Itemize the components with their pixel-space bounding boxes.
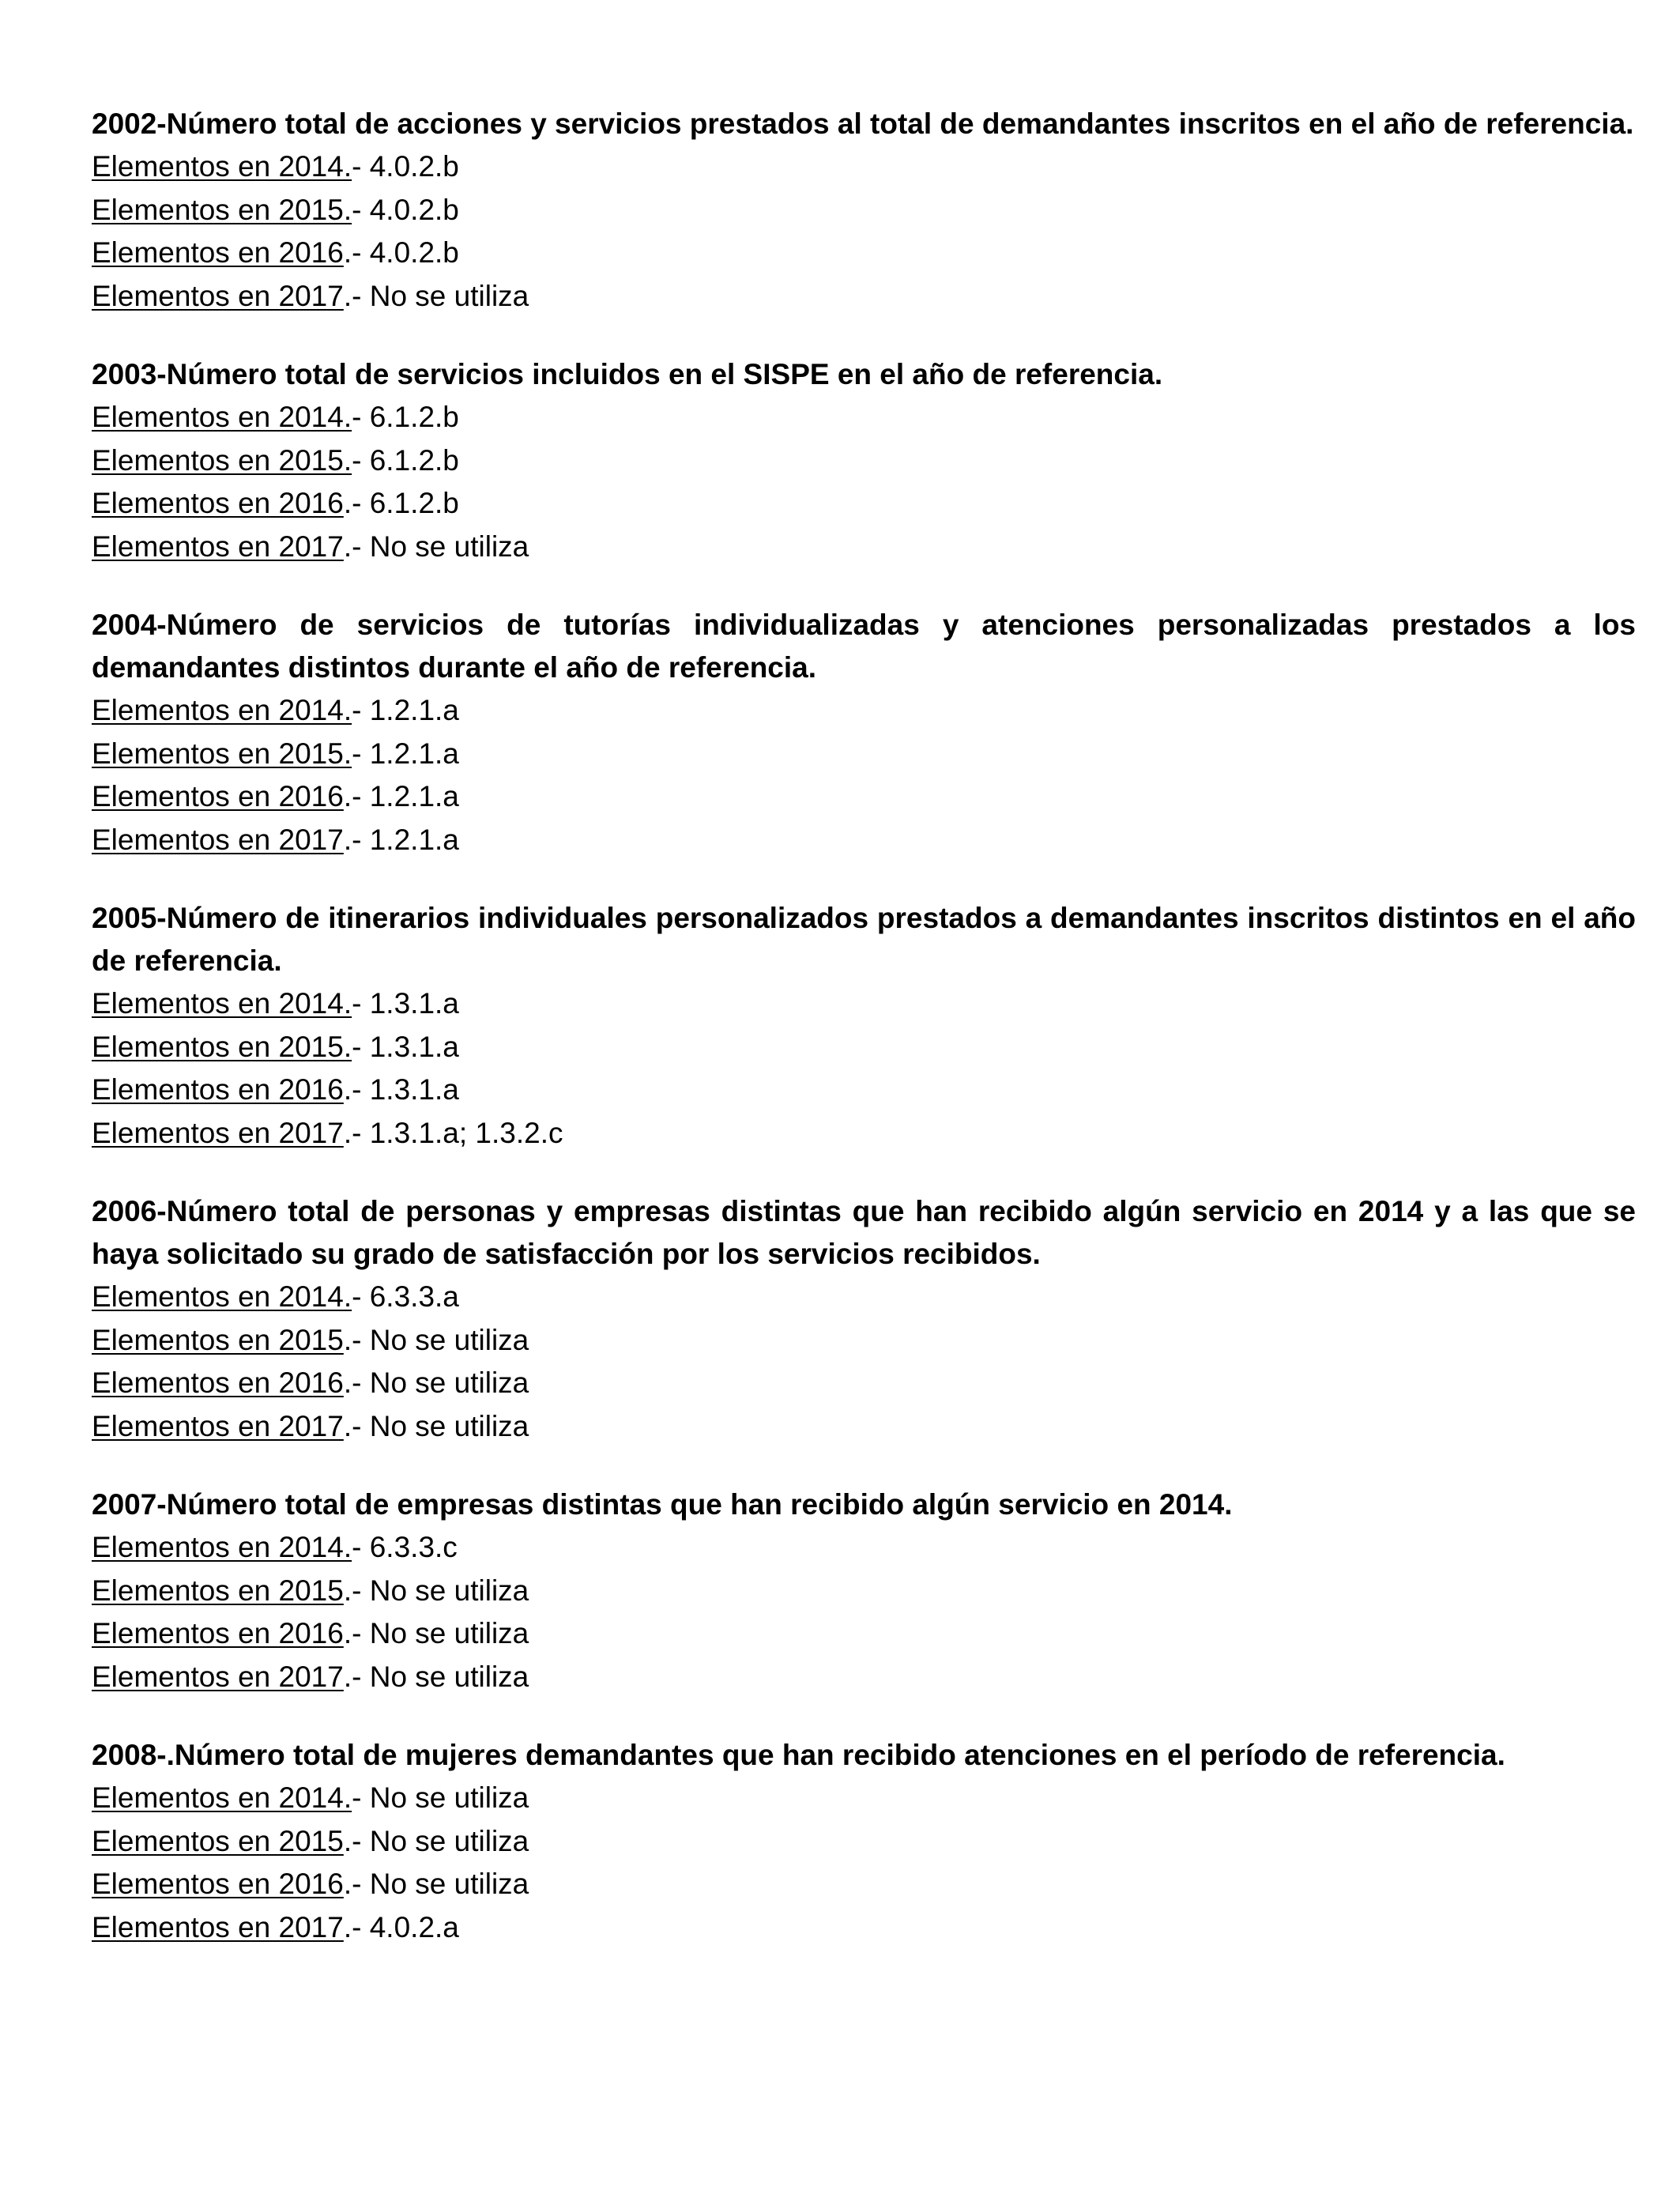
element-line	[92, 1906, 1636, 1950]
element-line	[92, 1820, 1636, 1864]
element-value: - 1.2.1.a	[352, 737, 459, 770]
element-value: - No se utiliza	[352, 1781, 529, 1814]
indicator-title: 2002-Número total de acciones y servicios prestados al total de demandantes inscritos en el año de referencia.	[92, 107, 1634, 140]
element-value: .- No se utiliza	[343, 1868, 529, 1900]
element-value: - 6.3.3.c	[352, 1531, 458, 1563]
element-year-label: Elementos en 2016	[92, 1367, 344, 1399]
element-year-label: Elementos en 2015	[92, 1574, 344, 1607]
element-value: .- 1.3.1.a	[343, 1073, 459, 1106]
indicator-block	[92, 353, 1636, 568]
element-line	[92, 396, 1636, 439]
indicator-title: 2006-Número total de personas y empresas distintas que han recibido algún servicio en 2014 y a las que se haya solicitado su grado de satisfacción por los servicios recibidos.	[92, 1195, 1636, 1270]
element-year-label: Elementos en 2017	[92, 530, 344, 563]
element-line	[92, 275, 1636, 319]
element-year-label: Elementos en 2015	[92, 1323, 344, 1356]
element-value: .- No se utiliza	[343, 1824, 529, 1857]
element-line	[92, 1276, 1636, 1319]
element-line	[92, 1612, 1636, 1656]
element-line	[92, 145, 1636, 189]
element-value: .- No se utiliza	[343, 279, 529, 312]
element-value: - 1.3.1.a	[352, 987, 459, 1020]
element-year-label: Elementos en 2015.	[92, 1030, 352, 1063]
element-line	[92, 1319, 1636, 1363]
element-value: .- No se utiliza	[343, 530, 529, 563]
element-year-label: Elementos en 2014.	[92, 694, 352, 726]
indicator-title: 2008-.Número total de mujeres demandantes que han recibido atenciones en el período de referencia.	[92, 1739, 1505, 1771]
element-year-label: Elementos en 2016	[92, 1617, 344, 1649]
element-line	[92, 1405, 1636, 1449]
indicator-block	[92, 1734, 1636, 1949]
element-year-label: Elementos en 2014.	[92, 1531, 352, 1563]
indicator-title: 2005-Número de itinerarios individuales personalizados prestados a demandantes inscritos distintos en el año de referencia.	[92, 902, 1636, 977]
element-value: - 6.3.3.a	[352, 1280, 459, 1313]
element-year-label: Elementos en 2014.	[92, 1280, 352, 1313]
element-year-label: Elementos en 2017	[92, 1409, 344, 1442]
element-year-label: Elementos en 2016	[92, 780, 344, 812]
element-year-label: Elementos en 2016	[92, 487, 344, 519]
element-line	[92, 189, 1636, 232]
element-year-label: Elementos en 2016	[92, 1073, 344, 1106]
element-value: - 6.1.2.b	[352, 401, 459, 433]
element-value: - 4.0.2.b	[352, 150, 459, 183]
element-value: .- 4.0.2.a	[343, 1910, 459, 1943]
element-line	[92, 982, 1636, 1026]
element-value: .- No se utiliza	[343, 1574, 529, 1607]
element-value: .- No se utiliza	[343, 1367, 529, 1399]
element-year-label: Elementos en 2014.	[92, 401, 352, 433]
indicator-block	[92, 1190, 1636, 1448]
element-year-label: Elementos en 2014.	[92, 150, 352, 183]
element-line	[92, 482, 1636, 526]
indicator-block	[92, 897, 1636, 1155]
element-value: .- No se utiliza	[343, 1660, 529, 1693]
element-line	[92, 1069, 1636, 1112]
element-year-label: Elementos en 2015.	[92, 193, 352, 226]
indicator-list	[92, 103, 1636, 1949]
element-line	[92, 439, 1636, 483]
indicator-title: 2004-Número de servicios de tutorías individualizadas y atenciones personalizadas prestados a los demandantes distintos durante el año de referencia.	[92, 609, 1636, 684]
element-year-label: Elementos en 2017	[92, 1660, 344, 1693]
indicator-block	[92, 604, 1636, 861]
indicator-title: 2007-Número total de empresas distintas que han recibido algún servicio en 2014.	[92, 1488, 1233, 1521]
element-year-label: Elementos en 2015.	[92, 443, 352, 477]
element-line	[92, 1863, 1636, 1906]
element-line	[92, 819, 1636, 862]
element-line	[92, 1362, 1636, 1405]
element-line	[92, 1112, 1636, 1155]
element-value: - 1.2.1.a	[352, 694, 459, 726]
element-value: .- 6.1.2.b	[343, 487, 459, 519]
element-value: - 6.1.2.b	[352, 443, 459, 477]
element-value: .- 4.0.2.b	[343, 236, 459, 269]
element-value: .- 1.2.1.a	[343, 780, 459, 812]
element-value: .- 1.3.1.a; 1.3.2.c	[343, 1116, 563, 1149]
element-year-label: Elementos en 2017	[92, 1910, 344, 1943]
element-line	[92, 689, 1636, 733]
element-year-label: Elementos en 2015.	[92, 737, 352, 770]
element-line	[92, 775, 1636, 819]
element-line	[92, 1570, 1636, 1613]
element-value: .- 1.2.1.a	[343, 823, 459, 856]
element-line	[92, 1777, 1636, 1820]
document-page	[92, 103, 1636, 1985]
element-value: - 4.0.2.b	[352, 193, 459, 226]
element-line	[92, 1026, 1636, 1069]
indicator-title: 2003-Número total de servicios incluidos en el SISPE en el año de referencia.	[92, 358, 1163, 390]
element-year-label: Elementos en 2017	[92, 823, 344, 856]
element-year-label: Elementos en 2017	[92, 1116, 344, 1149]
element-value: .- No se utiliza	[343, 1323, 529, 1356]
element-year-label: Elementos en 2016	[92, 236, 344, 269]
element-year-label: Elementos en 2014.	[92, 1781, 352, 1814]
element-line	[92, 1656, 1636, 1699]
element-value: .- No se utiliza	[343, 1617, 529, 1649]
element-year-label: Elementos en 2015	[92, 1824, 344, 1857]
element-value: .- No se utiliza	[343, 1409, 529, 1442]
element-line	[92, 526, 1636, 569]
element-year-label: Elementos en 2014.	[92, 987, 352, 1020]
indicator-block	[92, 1483, 1636, 1698]
element-line	[92, 1526, 1636, 1570]
element-year-label: Elementos en 2017	[92, 279, 344, 312]
element-year-label: Elementos en 2016	[92, 1868, 344, 1900]
indicator-block	[92, 103, 1636, 318]
element-value: - 1.3.1.a	[352, 1030, 459, 1063]
element-line	[92, 232, 1636, 275]
element-line	[92, 733, 1636, 776]
